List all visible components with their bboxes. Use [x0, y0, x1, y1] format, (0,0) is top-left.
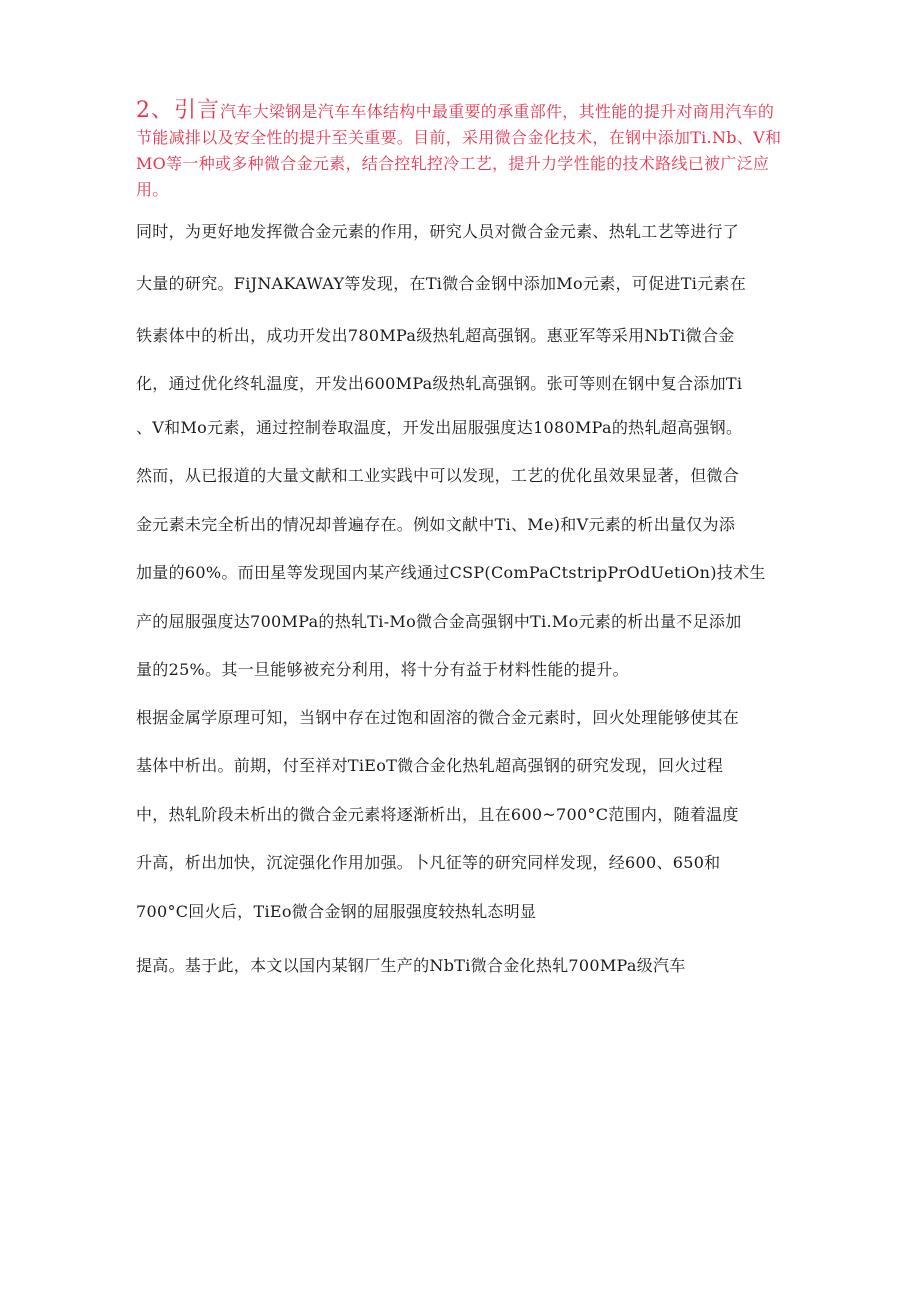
intro-text: 汽车大梁钢是汽车车体结构中最重要的承重部件，其性能的提升对商用汽车的节能减排以及安全性的提升至关重要。目前，采用微合金化技术，在钢中添加Ti.Nb、V和MO等一种或多种微合金元素，结合控轧控冷工艺，提升力学性能的技术路线已被广泛应用。	[136, 102, 782, 199]
text-line: 升高，析出加快，沉淀强化作用加强。卜凡征等的研究同样发现，经600、650和	[136, 853, 721, 872]
text-line: 基体中析出。前期，付至祥对TiEoT微合金化热轧超高强钢的研究发现，回火过程	[136, 756, 724, 775]
text-line: 、V和Mo元素，通过控制卷取温度，开发出屈服强度达1080MPa的热轧超高强钢。	[136, 418, 743, 437]
text-line: 根据金属学原理可知，当钢中存在过饱和固溶的微合金元素时，回火处理能够使其在	[136, 708, 740, 727]
text-line: 中，热轧阶段未析出的微合金元素将逐渐析出，且在600~700°C范围内，随着温度	[136, 805, 739, 824]
text-line: 提高。基于此，本文以国内某钢厂生产的NbTi微合金化热轧700MPa级汽车	[136, 956, 686, 975]
text-line: 加量的60%。而田星等发现国内某产线通过CSP(ComPaCtstripPrOdUetiOn)技术生	[136, 563, 766, 582]
text-line: 同时，为更好地发挥微合金元素的作用，研究人员对微合金元素、热轧工艺等进行了	[136, 222, 740, 241]
text-line: 大量的研究。FiJNAKAWAY等发现，在Ti微合金钢中添加Mo元素，可促进Ti元素在	[136, 274, 747, 293]
text-line: 产的屈服强度达700MPa的热轧Ti-Mo微合金高强钢中Ti.Mo元素的析出量不足添加	[136, 612, 742, 631]
text-line: 然而，从已报道的大量文献和工业实践中可以发现，工艺的优化虽效果显著，但微合	[136, 466, 740, 485]
text-line: 金元素未完全析出的情况却普遍存在。例如文献中Ti、Me)和V元素的析出量仅为添	[136, 515, 736, 534]
text-line: 700°C回火后，TiEo微合金钢的屈服强度较热轧态明显	[136, 902, 537, 921]
text-line: 量的25%。其一旦能够被充分利用，将十分有益于材料性能的提升。	[136, 660, 629, 679]
intro-paragraph	[136, 98, 786, 203]
text-line: 铁素体中的析出，成功开发出780MPa级热轧超高强钢。惠亚军等采用NbTi微合金	[136, 326, 735, 345]
text-line: 化，通过优化终轧温度，开发出600MPa级热轧高强钢。张可等则在钢中复合添加Ti	[136, 374, 743, 393]
section-heading: 2、引言	[136, 98, 220, 123]
